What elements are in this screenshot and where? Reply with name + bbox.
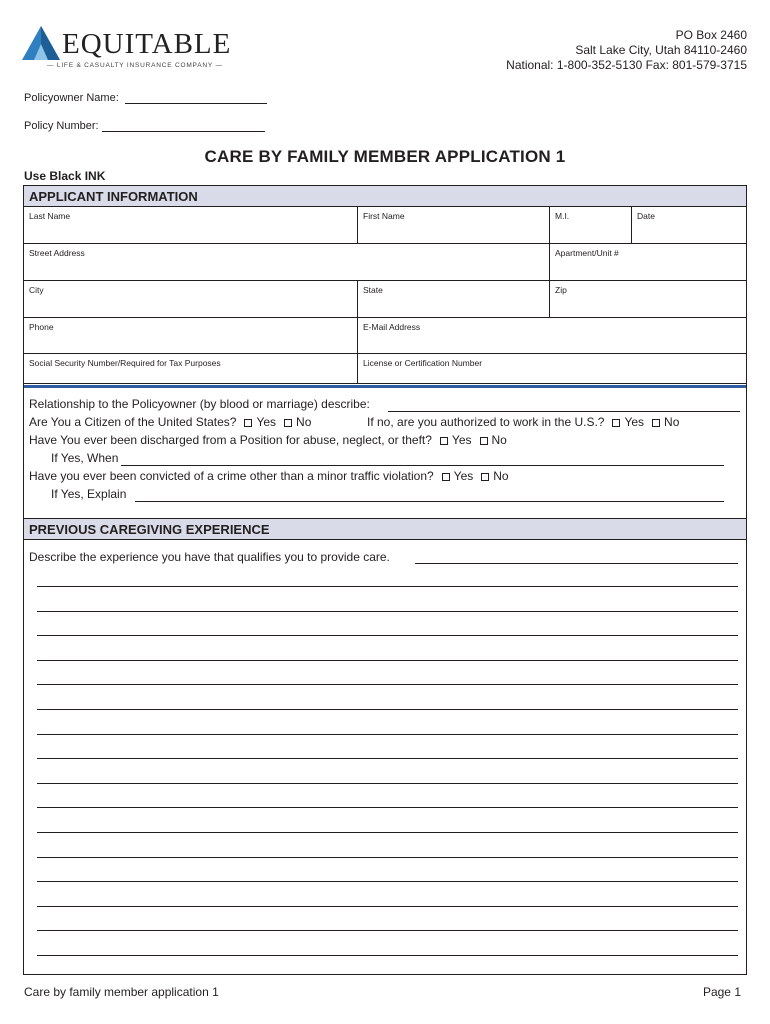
logo-subtitle: — LIFE & CASUALTY INSURANCE COMPANY — [47, 62, 223, 69]
phone-field[interactable]: Phone [24, 318, 358, 353]
address-po-box: PO Box 2460 [675, 28, 747, 42]
if-yes-explain-input[interactable] [135, 501, 724, 502]
city-row [24, 281, 746, 318]
policy-number-input[interactable] [102, 119, 265, 132]
authorized-question: If no, are you authorized to work in the U.S.? Yes No [367, 415, 680, 429]
policyowner-name-label: Policyowner Name: [24, 92, 119, 104]
section-divider-thin [24, 383, 746, 384]
application-form [23, 185, 747, 975]
caregiving-experience-heading: PREVIOUS CAREGIVING EXPERIENCE [24, 518, 746, 540]
street-address-field[interactable]: Street Address [24, 244, 550, 280]
relationship-question: Relationship to the Policyowner (by blood or marriage) describe: [29, 397, 370, 411]
policy-number-field[interactable] [24, 119, 265, 132]
convicted-no-checkbox[interactable] [481, 473, 489, 481]
convicted-yes-checkbox[interactable] [442, 473, 450, 481]
experience-answer-line[interactable] [37, 906, 738, 907]
authorized-no-checkbox[interactable] [652, 419, 660, 427]
citizen-yes-checkbox[interactable] [244, 419, 252, 427]
convicted-question: Have you ever been convicted of a crime other than a minor traffic violation? Yes No [29, 469, 509, 483]
footer-page-number: Page 1 [702, 985, 741, 999]
experience-answer-line[interactable] [37, 857, 738, 858]
experience-answer-line[interactable] [37, 586, 738, 587]
state-field[interactable]: State [358, 281, 550, 317]
first-name-field[interactable]: First Name [358, 207, 550, 243]
experience-answer-line[interactable] [37, 881, 738, 882]
footer-form-name: Care by family member application 1 [24, 985, 219, 999]
experience-answer-line[interactable] [37, 807, 738, 808]
experience-input-line[interactable] [415, 563, 738, 564]
discharged-yes-checkbox[interactable] [440, 437, 448, 445]
ink-instruction: Use Black INK [24, 169, 106, 183]
if-yes-explain-label: If Yes, Explain [51, 487, 127, 501]
policy-number-label: Policy Number: [24, 120, 99, 132]
middle-initial-field[interactable]: M.I. [550, 207, 632, 243]
address-city: Salt Lake City, Utah 84110-2460 [575, 43, 747, 57]
city-field[interactable]: City [24, 281, 358, 317]
if-yes-when-label: If Yes, When [51, 451, 119, 465]
discharged-no-checkbox[interactable] [480, 437, 488, 445]
experience-answer-line[interactable] [37, 660, 738, 661]
id-row [24, 354, 746, 383]
discharged-question: Have You ever been discharged from a Position for abuse, neglect, or theft? Yes No [29, 433, 507, 447]
experience-answer-line[interactable] [37, 709, 738, 710]
experience-answer-line[interactable] [37, 734, 738, 735]
policyowner-name-input[interactable] [125, 91, 267, 104]
section-divider-blue [24, 385, 746, 388]
relationship-input[interactable] [388, 411, 740, 412]
experience-answer-line[interactable] [37, 758, 738, 759]
experience-answer-line[interactable] [37, 955, 738, 956]
logo-wordmark: EQUITABLE [62, 28, 232, 60]
experience-answer-line[interactable] [37, 930, 738, 931]
experience-answer-line[interactable] [37, 783, 738, 784]
if-yes-when-input[interactable] [121, 465, 724, 466]
form-title: CARE BY FAMILY MEMBER APPLICATION 1 [204, 147, 566, 166]
address-row [24, 244, 746, 281]
last-name-field[interactable]: Last Name [24, 207, 358, 243]
experience-answer-line[interactable] [37, 684, 738, 685]
policyowner-name-field[interactable] [24, 91, 267, 104]
experience-answer-line[interactable] [37, 635, 738, 636]
license-number-field[interactable]: License or Certification Number [363, 358, 483, 368]
citizen-question: Are You a Citizen of the United States? Yes No [29, 415, 312, 429]
citizen-no-checkbox[interactable] [284, 419, 292, 427]
email-field[interactable]: E-Mail Address [363, 322, 421, 332]
company-address [506, 28, 747, 73]
applicant-information-heading: APPLICANT INFORMATION [24, 186, 746, 207]
ssn-field[interactable]: Social Security Number/Required for Tax Purposes [24, 354, 358, 383]
experience-answer-line[interactable] [37, 832, 738, 833]
authorized-yes-checkbox[interactable] [612, 419, 620, 427]
company-logo [22, 24, 232, 74]
experience-prompt: Describe the experience you have that qualifies you to provide care. [29, 550, 390, 564]
date-field[interactable]: Date [637, 211, 655, 221]
experience-answer-line[interactable] [37, 611, 738, 612]
zip-field[interactable]: Zip [555, 285, 567, 295]
apartment-unit-field[interactable]: Apartment/Unit # [555, 248, 619, 258]
logo-triangle-icon [22, 26, 60, 62]
address-phone-fax: National: 1-800-352-5130 Fax: 801-579-3715 [506, 58, 747, 72]
contact-row [24, 318, 746, 354]
name-row [24, 207, 746, 244]
